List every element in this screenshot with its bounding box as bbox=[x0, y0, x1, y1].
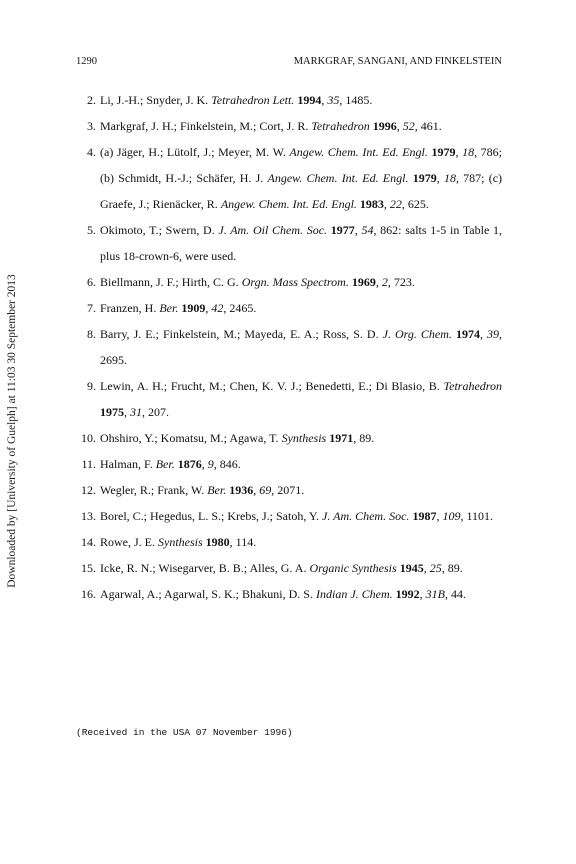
citation-text: , 1101. bbox=[460, 509, 493, 523]
citation-text: , 1485. bbox=[339, 93, 373, 107]
reference-item bbox=[76, 581, 502, 607]
reference-number: 16. bbox=[81, 587, 96, 601]
reference-number: 12. bbox=[81, 483, 96, 497]
year: 1994 bbox=[297, 93, 322, 107]
reference-item bbox=[76, 321, 502, 373]
reference-text bbox=[100, 321, 502, 373]
citation-text: , 846. bbox=[213, 457, 241, 471]
running-authors: MARKGRAF, SANGANI, AND FINKELSTEIN bbox=[293, 56, 502, 67]
reference-text bbox=[100, 581, 466, 607]
journal-or-volume: 54 bbox=[361, 223, 374, 237]
reference-text bbox=[100, 503, 493, 529]
year: 1971 bbox=[329, 431, 354, 445]
journal-or-volume: 31B bbox=[425, 587, 445, 601]
citation-text: , bbox=[383, 197, 390, 211]
reference-number: 14. bbox=[81, 535, 96, 549]
citation-text: , 89. bbox=[441, 561, 463, 575]
citation-text: Icke, R. N.; Wisegarver, B. B.; Alles, G. A. bbox=[100, 561, 310, 575]
year: 1974 bbox=[455, 327, 480, 341]
reference-item bbox=[76, 425, 502, 451]
reference-number: 5. bbox=[87, 223, 96, 237]
year: 1969 bbox=[351, 275, 376, 289]
journal-or-volume: Organic Synthesis bbox=[309, 561, 397, 575]
citation-text: Markgraf, J. H.; Finkelstein, M.; Cort, J. R. bbox=[100, 119, 312, 133]
reference-item bbox=[76, 555, 502, 581]
reference-text bbox=[100, 451, 241, 477]
reference-number: 9. bbox=[87, 379, 96, 393]
citation-text: , bbox=[423, 561, 430, 575]
year: 1980 bbox=[205, 535, 230, 549]
year: 1977 bbox=[330, 223, 355, 237]
year: 1936 bbox=[229, 483, 254, 497]
reference-number: 15. bbox=[81, 561, 96, 575]
journal-or-volume: Indian J. Chem. bbox=[315, 587, 393, 601]
citation-text: , 2695. bbox=[100, 327, 503, 367]
reference-item bbox=[76, 269, 502, 295]
citation-text: , bbox=[321, 93, 328, 107]
journal-or-volume: Ber. bbox=[207, 483, 227, 497]
citation-text: Borel, C.; Hegedus, L. S.; Krebs, J.; Satoh, Y. bbox=[100, 509, 322, 523]
year: 1876 bbox=[177, 457, 202, 471]
reference-item bbox=[76, 477, 502, 503]
reference-text bbox=[100, 295, 256, 321]
citation-text: Halman, F. bbox=[100, 457, 156, 471]
reference-item bbox=[76, 503, 502, 529]
reference-number: 7. bbox=[87, 301, 96, 315]
reference-item bbox=[76, 113, 502, 139]
journal-or-volume: 18 bbox=[462, 145, 475, 159]
citation-text: Rowe, J. E. bbox=[100, 535, 158, 549]
reference-number: 2. bbox=[87, 93, 96, 107]
citation-text: , bbox=[201, 457, 208, 471]
citation-text: , 44. bbox=[444, 587, 466, 601]
journal-or-volume: Synthesis bbox=[158, 535, 203, 549]
reference-text bbox=[100, 373, 502, 425]
journal-or-volume: Tetrahedron bbox=[443, 379, 502, 393]
year: 1909 bbox=[181, 301, 206, 315]
journal-or-volume: Synthesis bbox=[281, 431, 327, 445]
reference-number: 3. bbox=[87, 119, 96, 133]
journal-or-volume: J. Am. Chem. Soc. bbox=[322, 509, 410, 523]
reference-item bbox=[76, 451, 502, 477]
journal-or-volume: 69 bbox=[259, 483, 272, 497]
journal-or-volume: Angew. Chem. Int. Ed. Engl. bbox=[289, 145, 428, 159]
received-date: (Received in the USA 07 November 1996) bbox=[76, 727, 293, 738]
journal-or-volume: 9 bbox=[207, 457, 214, 471]
journal-or-volume: Tetrahedron bbox=[311, 119, 370, 133]
watermark-text: Downloaded by [University of Guelph] at 11:03 30 September 2013 bbox=[6, 274, 18, 588]
citation-text: , 89. bbox=[353, 431, 375, 445]
citation-text: , 723. bbox=[387, 275, 415, 289]
reference-text bbox=[100, 555, 463, 581]
reference-text bbox=[100, 477, 304, 503]
citation-text: , 2071. bbox=[271, 483, 305, 497]
journal-or-volume: 18 bbox=[443, 171, 456, 185]
citation-text: , 461. bbox=[414, 119, 442, 133]
citation-text: Li, J.-H.; Snyder, J. K. bbox=[100, 93, 212, 107]
reference-item bbox=[76, 87, 502, 113]
year: 1983 bbox=[359, 197, 384, 211]
citation-text: , 207. bbox=[142, 405, 169, 419]
journal-or-volume: Angew. Chem. Int. Ed. Engl. bbox=[267, 171, 409, 185]
citation-text: , bbox=[205, 301, 212, 315]
reference-number: 4. bbox=[87, 145, 96, 159]
citation-text: , 114. bbox=[229, 535, 257, 549]
year: 1979 bbox=[431, 145, 456, 159]
reference-item bbox=[76, 139, 502, 217]
journal-or-volume: 39 bbox=[487, 327, 500, 341]
journal-or-volume: Tetrahedron Lett. bbox=[211, 93, 295, 107]
year: 1979 bbox=[412, 171, 437, 185]
citation-text: (a) Jäger, H.; Lütolf, J.; Meyer, M. W. bbox=[100, 145, 290, 159]
citation-text: Ohshiro, Y.; Komatsu, M.; Agawa, T. bbox=[100, 431, 282, 445]
year: 1975 bbox=[100, 405, 124, 419]
citation-text: Agarwal, A.; Agarwal, S. K.; Bhakuni, D. S. bbox=[100, 587, 316, 601]
reference-number: 11. bbox=[81, 457, 96, 471]
citation-text: , bbox=[375, 275, 382, 289]
journal-or-volume: 31 bbox=[130, 405, 142, 419]
citation-text: , 862: salts 1-5 in Table 1, plus 18-crown-6, were used. bbox=[100, 223, 503, 263]
citation-text: , bbox=[253, 483, 260, 497]
journal-or-volume: 22 bbox=[389, 197, 402, 211]
journal-or-volume: J. Am. Oil Chem. Soc. bbox=[218, 223, 328, 237]
journal-or-volume: J. Org. Chem. bbox=[382, 327, 452, 341]
reference-text bbox=[100, 425, 374, 451]
reference-number: 10. bbox=[81, 431, 96, 445]
reference-text bbox=[100, 87, 372, 113]
reference-list bbox=[76, 87, 502, 607]
page-number: 1290 bbox=[76, 56, 97, 67]
reference-text bbox=[100, 113, 442, 139]
citation-text: , bbox=[354, 223, 362, 237]
citation-text: Lewin, A. H.; Frucht, M.; Chen, K. V. J.; Benedetti, E.; Di Blasio, B. bbox=[100, 379, 444, 393]
reference-text bbox=[100, 139, 502, 217]
citation-text: , 786; (b) Schmidt, H.-J.; Schäfer, H. J. bbox=[100, 145, 503, 185]
citation-text: , bbox=[419, 587, 426, 601]
reference-item bbox=[76, 529, 502, 555]
reference-item bbox=[76, 373, 502, 425]
journal-or-volume: Ber. bbox=[159, 301, 179, 315]
citation-text: , bbox=[396, 119, 403, 133]
reference-item bbox=[76, 217, 502, 269]
journal-or-volume: Orgn. Mass Spectrom. bbox=[241, 275, 349, 289]
reference-text bbox=[100, 269, 415, 295]
citation-text: , 787; (c) Graefe, J.; Rienäcker, R. bbox=[100, 171, 503, 211]
year: 1987 bbox=[412, 509, 437, 523]
journal-or-volume: 42 bbox=[211, 301, 224, 315]
journal-or-volume: 52 bbox=[402, 119, 415, 133]
citation-text: , bbox=[436, 171, 444, 185]
journal-or-volume: Angew. Chem. Int. Ed. Engl. bbox=[220, 197, 357, 211]
citation-text: , 625. bbox=[401, 197, 429, 211]
citation-text: Okimoto, T.; Swern, D. bbox=[100, 223, 219, 237]
citation-text: , bbox=[455, 145, 463, 159]
citation-text: , bbox=[436, 509, 443, 523]
reference-number: 6. bbox=[87, 275, 96, 289]
journal-or-volume: 2 bbox=[381, 275, 388, 289]
reference-number: 8. bbox=[87, 327, 96, 341]
journal-or-volume: Ber. bbox=[155, 457, 175, 471]
journal-or-volume: 25 bbox=[429, 561, 442, 575]
citation-text: , 2465. bbox=[223, 301, 257, 315]
journal-or-volume: 109 bbox=[442, 509, 461, 523]
citation-text: Franzen, H. bbox=[100, 301, 160, 315]
reference-item bbox=[76, 295, 502, 321]
citation-text: Wegler, R.; Frank, W. bbox=[100, 483, 208, 497]
citation-text: , bbox=[124, 405, 130, 419]
citation-text: , bbox=[479, 327, 488, 341]
year: 1992 bbox=[395, 587, 420, 601]
reference-number: 13. bbox=[81, 509, 96, 523]
running-header bbox=[76, 56, 502, 67]
reference-text bbox=[100, 217, 502, 269]
reference-text bbox=[100, 529, 256, 555]
citation-text: Biellmann, J. F.; Hirth, C. G. bbox=[100, 275, 242, 289]
citation-text: Barry, J. E.; Finkelstein, M.; Mayeda, E. A.; Ross, S. D. bbox=[100, 327, 383, 341]
journal-or-volume: 35 bbox=[327, 93, 340, 107]
year: 1945 bbox=[399, 561, 424, 575]
year: 1996 bbox=[372, 119, 397, 133]
